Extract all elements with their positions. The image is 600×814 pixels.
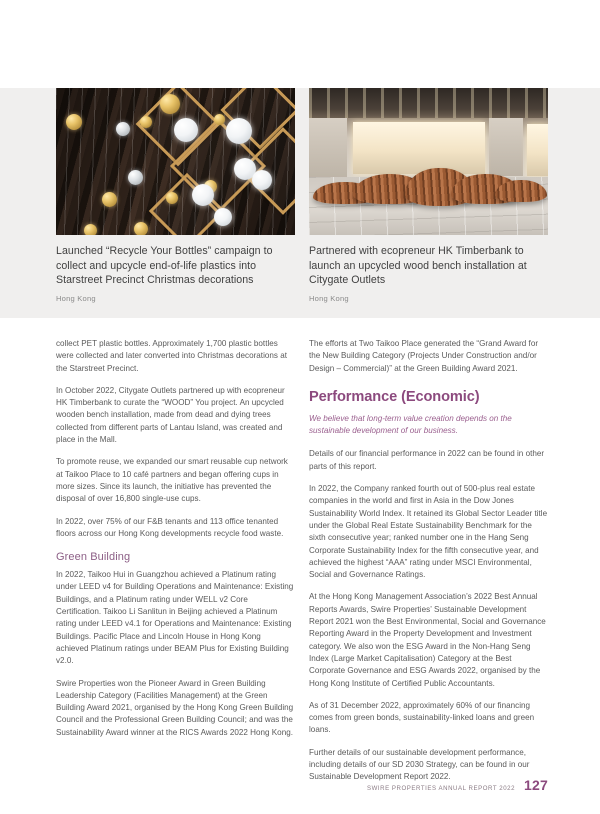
photo-caption: Partnered with ecopreneur HK Timberbank to launch an upcycled wood bench installation at Citygate Outlets [309, 245, 527, 286]
ornament-icon [116, 122, 130, 136]
photo-cell-right [309, 88, 548, 304]
photo-cell-left [56, 88, 295, 304]
paragraph: To promote reuse, we expanded our smart reusable cup network at Taikoo Place to 10 café partners and began offering cups in more sizes. Since its launch, the initiative has prevented the disposal of over 16,800 single-use cups. [56, 457, 288, 504]
paragraph: As of 31 December 2022, approximately 60% of our financing comes from green bonds, sustainability-linked loans and green loans. [309, 700, 535, 735]
mall-wall [309, 118, 347, 178]
paragraph: In October 2022, Citygate Outlets partnered up with ecopreneur HK Timberbank to curate the “WOOD” You project. An upcycled wooden bench installation, made from dead and dying trees collected from different parts of Lantau Island, was created and place in the Mall. [56, 385, 285, 445]
paragraph: In 2022, over 75% of our F&B tenants and 113 office tenanted floors across our Hong Kong developments recycle food waste. [56, 516, 284, 538]
paragraph: Details of our financial performance in 2022 can be found in other parts of this report. [309, 449, 545, 471]
paragraph: In 2022, Taikoo Hui in Guangzhou achieved a Platinum rating under LEED v4 for Building Operations and Maintenance: Existing Buildings, and a Platinum rating under WELL v2 Core Certification. Taikoo Li Sanlitun in Beijing achieved a Platinum rating under LEED v4.1 for Operations and Maintenance: Existing Buildings. Pacific Place and Lincoln House in Hong Kong achieved Platinum ratings under BEAM Plus for Existing Building v2.0. [56, 570, 294, 666]
footer-report-label: SWIRE PROPERTIES ANNUAL REPORT 2022 [366, 785, 516, 792]
storefront-window [353, 122, 485, 174]
page-number: 127 [524, 777, 548, 793]
paragraph: At the Hong Kong Management Association’s 2022 Best Annual Reports Awards, Swire Properties’ Sustainable Development Report 2021 won the Best Environmental, Social and Governance Reporting Award in the Property Development and Investment category. We also won the ESG Award in the Non-Hang Seng Index (Large Market Capitalisation) Category at the Best Corporate Governance and ESG Awards 2022, organised by the Hong Kong Institute of Certified Public Accountants. [309, 592, 546, 688]
photo-location: Hong Kong [56, 293, 96, 303]
left-text-column [56, 338, 295, 784]
ornament-icon [140, 116, 152, 128]
performance-economic-heading: Performance (Economic) [309, 388, 480, 405]
mall-ceiling [309, 88, 548, 118]
paper-lantern-icon [174, 118, 198, 142]
ornament-icon [102, 192, 117, 207]
paragraph: The efforts at Two Taikoo Place generated the “Grand Award for the New Building Category (Projects Under Construction and/or Design – Commercial)” at the Green Building Award 2021. [309, 339, 539, 373]
paper-lantern-icon [214, 208, 232, 226]
paragraph: In 2022, the Company ranked fourth out of 500-plus real estate companies in the world and first in Asia in the Dow Jones Sustainability World Index. It retained its Global Sector Leader title under the Global Real Estate Sustainability Benchmark for the sixth consecutive year; ranked number one in the Hang Seng Corporate Sustainability Index for the fifth consecutive year, and achieved the highest “AAA” rating under MSCI Environmental, Social and Governance Ratings. [309, 484, 548, 580]
ornament-icon [166, 192, 178, 204]
paper-lantern-icon [252, 170, 272, 190]
paragraph: collect PET plastic bottles. Approximately 1,700 plastic bottles were collected and later converted into Christmas decorations at the Starstreet Precinct. [56, 339, 287, 373]
christmas-decorations-photo [56, 88, 295, 235]
ornament-icon [160, 94, 180, 114]
ornament-icon [134, 222, 148, 235]
green-building-heading: Green Building [56, 551, 131, 564]
photo-location: Hong Kong [309, 293, 349, 303]
wood-bench-installation-photo [309, 88, 548, 235]
ornament-icon [84, 224, 97, 235]
storefront-window [527, 124, 548, 176]
paragraph: Further details of our sustainable development performance, including details of our SD 2030 Strategy, can be found in our Sustainable Development Report 2022. [309, 747, 530, 782]
ornament-icon [66, 114, 82, 130]
ornament-icon [128, 170, 143, 185]
photo-row [56, 88, 548, 304]
paper-lantern-icon [226, 118, 252, 144]
photo-caption: Launched “Recycle Your Bottles” campaign to collect and upcycle end-of-life plastics into Starstreet Precinct Christmas decorations [56, 245, 273, 286]
body-columns [56, 338, 548, 784]
paper-lantern-icon [192, 184, 214, 206]
page-footer [367, 777, 548, 793]
section-lede: We believe that long-term value creation depends on the sustainable development of our business. [309, 413, 512, 436]
mall-wall [489, 118, 523, 176]
right-text-column [309, 338, 548, 784]
paragraph: Swire Properties won the Pioneer Award in Green Building Leadership Category (Facilities Management) at the Green Building Award 2021, organised by the Hong Kong Green Building Council and the Professional Green Building Council; and was the Sustainability Award winner at the RICS Awards 2022 Hong Kong. [56, 678, 294, 737]
wood-bench-segment [495, 180, 547, 202]
ornament-icon [214, 114, 225, 125]
